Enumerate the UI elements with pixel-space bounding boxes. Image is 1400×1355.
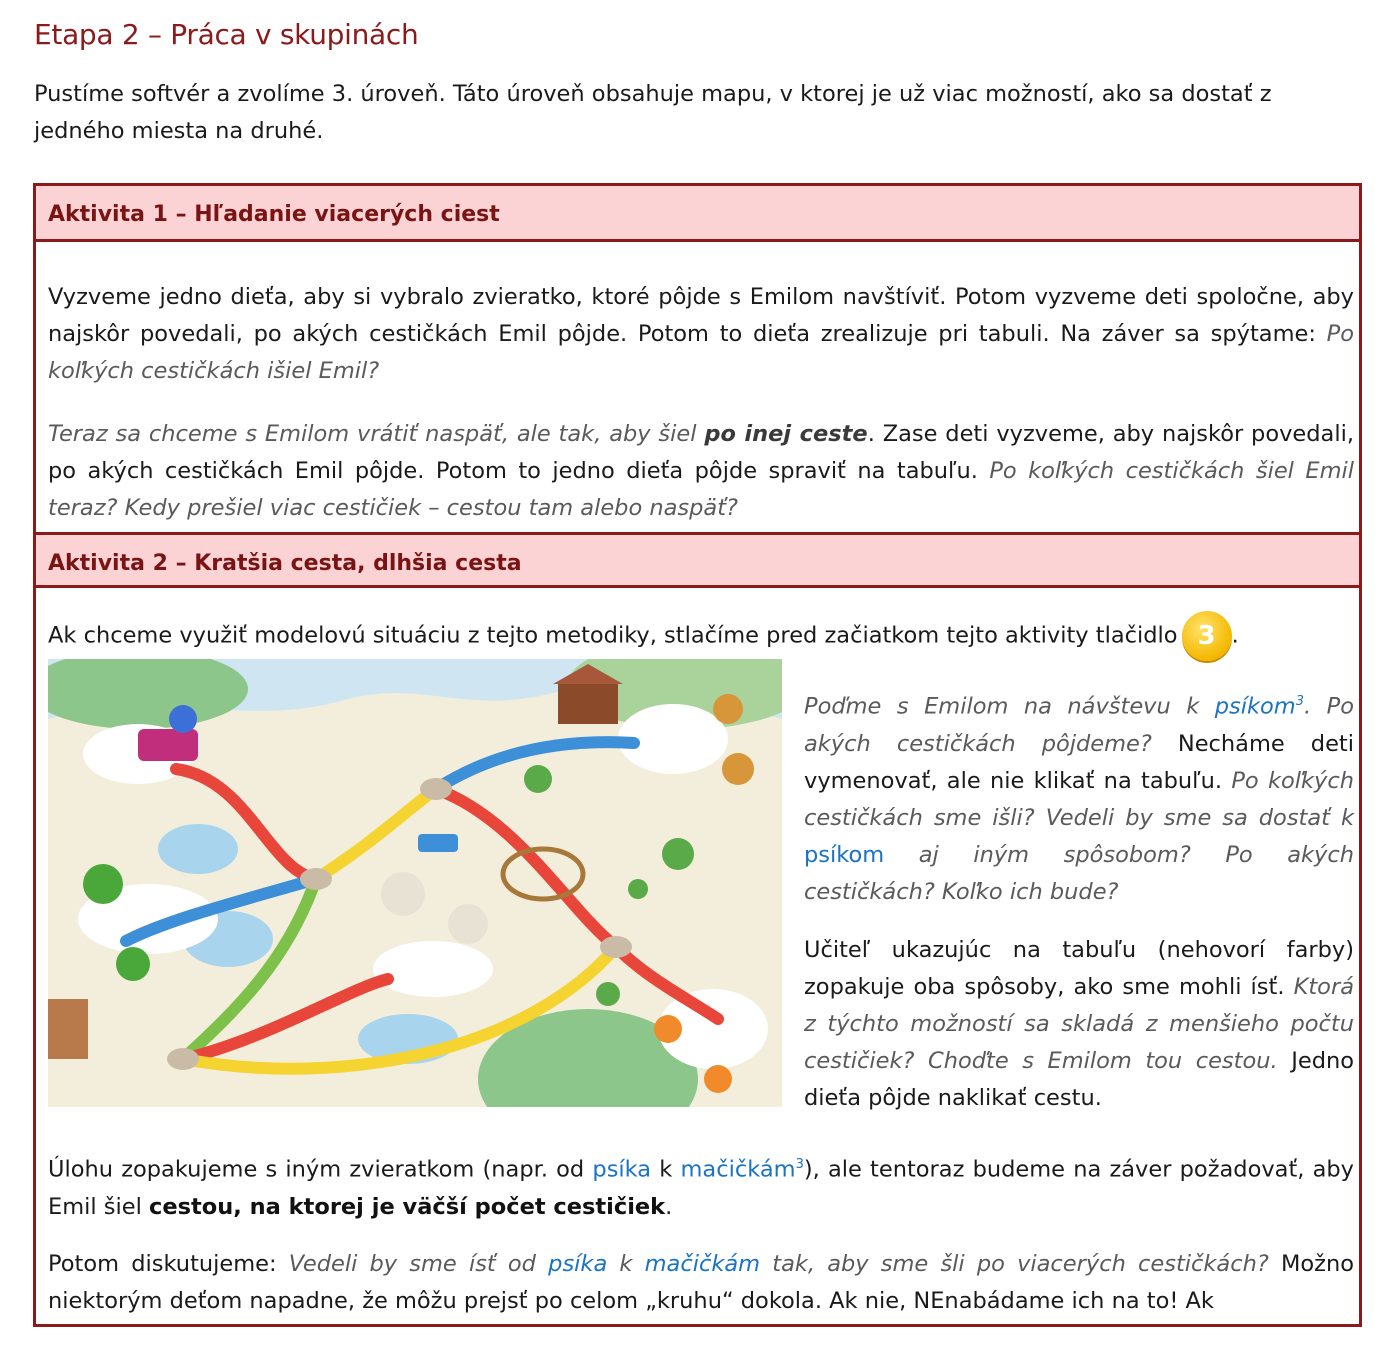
- p4-question1: Vedeli by sme ísť od: [288, 1251, 549, 1277]
- activity1-p2-question2: Po koľkých cestičkách šiel Emil teraz? Kedy prešiel viac cestičiek – cestou tam alebo naspäť?: [48, 458, 1355, 521]
- activity1-p2-text: . Zase deti vyzveme, aby najskôr povedali, po akých cestičkách Emil pôjde. Potom to jedno dieťa pôjde spraviť na tabuľu.: [48, 421, 1354, 484]
- side2-question: Ktorá z týchto možností sa skladá z menšieho počtu cestičiek? Choďte s Emilom tou cestou.: [804, 974, 1354, 1074]
- activity1-paragraph1: [48, 279, 1354, 390]
- activity2-title: Aktivita 2 – Kratšia cesta, dlhšia cesta: [36, 532, 1359, 588]
- side1-question1: Poďme s Emilom na návštevu k: [804, 693, 1215, 720]
- activity2-paragraph3: [48, 1146, 1354, 1226]
- dogs-link-2[interactable]: psíkom: [804, 841, 885, 868]
- p4-question3: tak, aby sme šli po viacerých cestičkách?: [760, 1251, 1269, 1277]
- activity1-title: Aktivita 1 – Hľadanie viacerých ciest: [36, 186, 1359, 242]
- cats-link[interactable]: mačičkám: [680, 1156, 796, 1183]
- p3-c: ), ale tentoraz budeme na záver požadovať, aby Emil šiel: [48, 1156, 1354, 1220]
- side2-text2: Jedno dieťa pôjde naklikať cestu.: [804, 1048, 1354, 1111]
- p3-bold: cestou, na ktorej je väčší počet cestičiek: [149, 1193, 666, 1220]
- activity1-p2-question1: Teraz sa chceme s Emilom vrátiť naspäť, ale tak, aby šiel: [48, 421, 705, 447]
- cats-link-2[interactable]: mačičkám: [644, 1251, 761, 1277]
- level-3-badge-icon[interactable]: 3: [1182, 611, 1232, 661]
- side1-question3: Po koľkých cestičkách sme išli? Vedeli by sme sa dostať k: [804, 767, 1354, 831]
- footnote-ref[interactable]: 3: [1295, 694, 1305, 709]
- side1-text: Necháme deti vymenovať, ale nie klikať na tabuľu.: [804, 730, 1354, 794]
- activities-box: [33, 183, 1362, 1327]
- activity1-p2-bold: po inej ceste: [704, 421, 868, 447]
- activity2-paragraph4: [48, 1246, 1354, 1320]
- p3-d: .: [665, 1193, 673, 1220]
- activity1-p1-text: Vyzveme jedno dieťa, aby si vybralo zvieratko, ktoré pôjde s Emilom navštíviť. Potom vyzveme deti spoločne, aby najskôr povedali, po akých cestičkách Emil pôjde. Potom to dieťa zrealizuje pri tabuli. Na záver sa spýtame:: [48, 284, 1354, 347]
- activity2-side-paragraph2: [804, 932, 1354, 1117]
- side1-question4: aj iným spôsobom? Po akých cestičkách? Koľko ich bude?: [804, 841, 1354, 905]
- activity2-lead-end: .: [1231, 622, 1239, 649]
- p4-question2: k: [607, 1251, 645, 1277]
- p4-a: Potom diskutujeme:: [48, 1251, 289, 1277]
- section-heading: Etapa 2 – Práca v skupinách: [34, 18, 419, 51]
- dogs-link[interactable]: psíkom: [1214, 693, 1296, 720]
- p3-b: k: [651, 1156, 681, 1183]
- game-map-illustration-icon: [48, 659, 782, 1107]
- p3-a: Úlohu zopakujeme s iným zvieratkom (napr. od: [48, 1156, 593, 1183]
- activity2-lead-text: Ak chceme využiť modelovú situáciu z tejto metodiky, stlačíme pred začiatkom tejto aktivity tlačidlo: [48, 622, 1178, 649]
- activity1-paragraph2: [48, 416, 1354, 527]
- activity2-side-paragraph1: [804, 683, 1354, 911]
- p4-b: Možno niektorým deťom napadne, že môžu prejsť po celom „kruhu“ dokola. Ak nie, NEnabádame ich na to! Ak: [48, 1251, 1354, 1314]
- intro-paragraph: Pustíme softvér a zvolíme 3. úroveň. Táto úroveň obsahuje mapu, v ktorej je už viac možností, ako sa dostať z jedného miesta na druhé.: [34, 81, 1272, 144]
- activity2-lead: [48, 611, 1354, 661]
- footnote-ref-2[interactable]: 3: [795, 1157, 804, 1172]
- activity1-p1-question: Po koľkých cestičkách išiel Emil?: [48, 321, 1354, 384]
- side1-question2: . Po akých cestičkách pôjdeme?: [804, 693, 1354, 757]
- dog-link[interactable]: psíka: [592, 1156, 652, 1183]
- dog-link-2[interactable]: psíka: [548, 1251, 608, 1277]
- side2-text1: Učiteľ ukazujúc na tabuľu (nehovorí farby) zopakuje oba spôsoby, ako sme mohli ísť.: [804, 937, 1354, 1000]
